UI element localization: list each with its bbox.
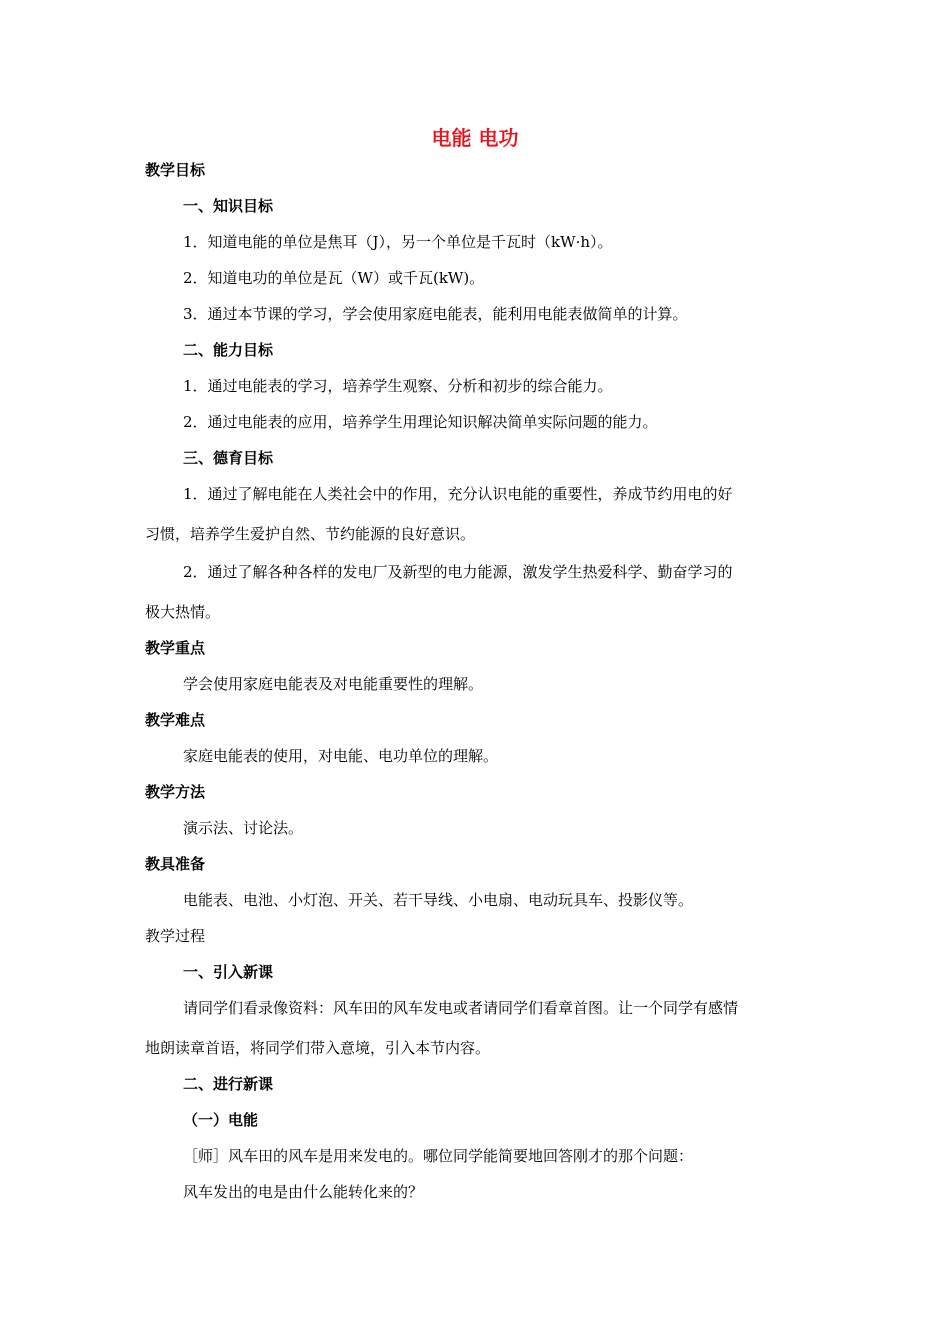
heading-goals: 教学目标 xyxy=(145,161,206,179)
paragraph: 2．知道电功的单位是瓦（W）或千瓦(kW)。 xyxy=(183,269,485,287)
paragraph-continued: 地朗读章首语，将同学们带入意境，引入本节内容。 xyxy=(145,1039,491,1057)
heading-new-lesson: 二、进行新课 xyxy=(183,1075,274,1093)
heading-tools: 教具准备 xyxy=(145,855,206,873)
heading-sub-energy: （一）电能 xyxy=(183,1111,259,1129)
paragraph: 请同学们看录像资料：风车田的风车发电或者请同学们看章首图。让一个同学有感情 xyxy=(183,999,739,1017)
paragraph: 2．通过了解各种各样的发电厂及新型的电力能源，激发学生热爱科学、勤奋学习的 xyxy=(183,563,733,581)
paragraph-continued: 习惯，培养学生爱护自然、节约能源的良好意识。 xyxy=(145,525,476,543)
paragraph: 电能表、电池、小灯泡、开关、若干导线、小电扇、电动玩具车、投影仪等。 xyxy=(183,891,694,909)
paragraph: 3．通过本节课的学习，学会使用家庭电能表，能利用电能表做简单的计算。 xyxy=(183,305,688,323)
paragraph: 1．知道电能的单位是焦耳（J），另一个单位是千瓦时（kW·h）。 xyxy=(183,233,613,251)
paragraph: 学会使用家庭电能表及对电能重要性的理解。 xyxy=(183,675,484,693)
paragraph: 1．通过电能表的学习，培养学生观察、分析和初步的综合能力。 xyxy=(183,377,613,395)
heading-ability: 二、能力目标 xyxy=(183,341,274,359)
heading-intro: 一、引入新课 xyxy=(183,963,274,981)
paragraph: 演示法、讨论法。 xyxy=(183,819,304,837)
paragraph: ［师］风车田的风车是用来发电的。哪位同学能简要地回答刚才的那个问题： xyxy=(183,1147,694,1165)
paragraph: 家庭电能表的使用，对电能、电功单位的理解。 xyxy=(183,747,499,765)
document-title: 电能 电功 xyxy=(431,126,519,150)
paragraph: 风车发出的电是由什么能转化来的？ xyxy=(183,1183,424,1201)
paragraph: 1．通过了解电能在人类社会中的作用，充分认识电能的重要性，养成节约用电的好 xyxy=(183,485,733,503)
heading-process: 教学过程 xyxy=(145,927,206,945)
heading-difficulty: 教学难点 xyxy=(145,711,206,729)
heading-method: 教学方法 xyxy=(145,783,206,801)
paragraph: 2．通过电能表的应用，培养学生用理论知识解决简单实际问题的能力。 xyxy=(183,413,658,431)
paragraph-continued: 极大热情。 xyxy=(145,603,221,621)
heading-focus: 教学重点 xyxy=(145,639,206,657)
heading-moral: 三、德育目标 xyxy=(183,449,274,467)
heading-knowledge: 一、知识目标 xyxy=(183,197,274,215)
